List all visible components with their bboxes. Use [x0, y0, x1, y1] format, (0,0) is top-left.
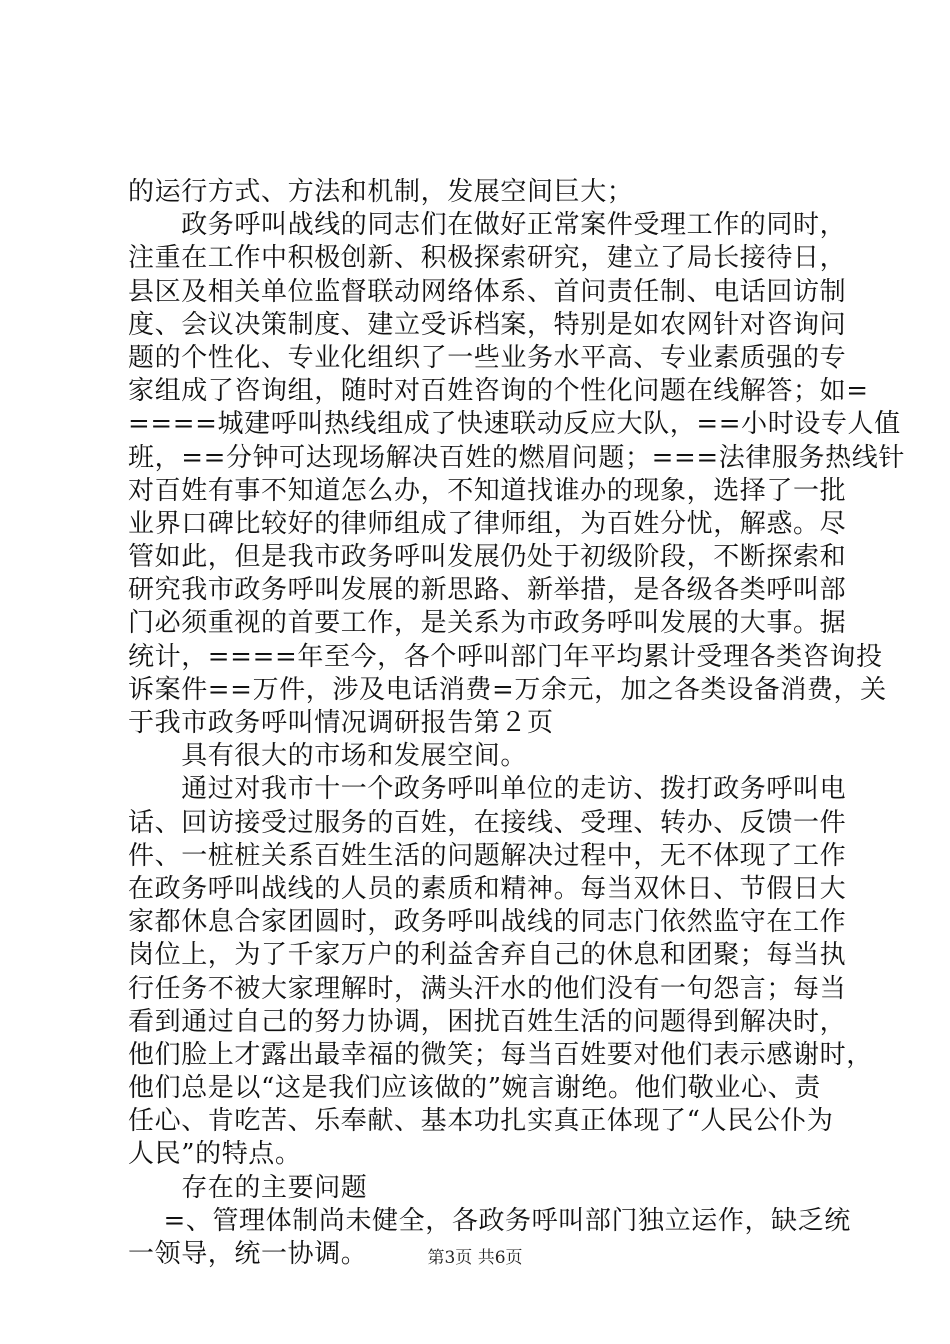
text-line: 班，==分钟可达现场解决百姓的燃眉问题；===法律服务热线针: [128, 442, 905, 473]
text-line: 看到通过自己的努力协调，困扰百姓生活的问题得到解决时，: [128, 1006, 847, 1037]
text-line: 注重在工作中积极创新、积极探索研究，建立了局长接待日，: [128, 243, 847, 274]
text-line: ====城建呼叫热线组成了快速联动反应大队，==小时设专人值: [128, 409, 901, 440]
text-line: 于我市政务呼叫情况调研报告第２页: [128, 708, 554, 738]
text-line: 具有很大的市场和发展空间。: [128, 741, 528, 772]
text-line: 对百姓有事不知道怎么办，不知道找谁办的现象，选择了一批: [128, 475, 847, 506]
text-line: 家组成了咨询组，随时对百姓咨询的个性化问题在线解答；如=: [128, 376, 869, 407]
text-line: 一领导，统一协调。: [128, 1239, 368, 1269]
text-line: 门必须重视的首要工作，是关系为市政务呼叫发展的大事。据: [128, 608, 847, 639]
text-line: 岗位上，为了千家万户的利益舍弃自己的休息和团聚；每当执: [128, 940, 847, 971]
page-number-footer: 第3页 共6页: [427, 1248, 523, 1268]
text-line: 统计，====年至今，各个呼叫部门年平均累计受理各类咨询投: [128, 641, 883, 672]
text-line: 政务呼叫战线的同志们在做好正常案件受理工作的同时，: [128, 210, 847, 241]
text-line: 件、一桩桩关系百姓生活的问题解决过程中，无不体现了工作: [128, 840, 847, 871]
text-line: 人民”的特点。: [128, 1139, 302, 1170]
text-line: 行任务不被大家理解时，满头汗水的他们没有一句怨言；每当: [128, 973, 847, 1004]
text-line: 话、回访接受过服务的百姓，在接线、受理、转办、反馈一件: [128, 807, 847, 838]
section-heading: 存在的主要问题: [128, 1172, 368, 1203]
text-line: 家都休息合家团圆时，政务呼叫战线的同志门依然监守在工作: [128, 907, 847, 938]
text-line: 题的个性化、专业化组织了一些业务水平高、专业素质强的专: [128, 342, 847, 373]
text-line: 诉案件==万件，涉及电话消费=万余元，加之各类设备消费，关: [128, 674, 887, 705]
text-line: 度、会议决策制度、建立受诉档案，特别是如农网针对咨询问: [128, 309, 847, 340]
text-line: 管如此，但是我市政务呼叫发展仍处于初级阶段，不断探索和: [128, 542, 847, 573]
text-line: 业界口碑比较好的律师组成了律师组，为百姓分忧，解惑。尽: [128, 508, 847, 539]
text-line: 在政务呼叫战线的人员的素质和精神。每当双休日、节假日大: [128, 873, 847, 904]
text-line: 研究我市政务呼叫发展的新思路、新举措，是各级各类呼叫部: [128, 575, 847, 606]
text-line: 任心、肯吃苦、乐奉献、基本功扎实真正体现了“人民公仆为: [128, 1106, 834, 1137]
text-line: 他们脸上才露出最幸福的微笑；每当百姓要对他们表示感谢时，: [128, 1039, 873, 1070]
text-line: 的运行方式、方法和机制，发展空间巨大；: [128, 177, 634, 207]
text-line: 他们总是以“这是我们应该做的”婉言谢绝。他们敬业心、责: [128, 1073, 821, 1104]
text-line: 通过对我市十一个政务呼叫单位的走访、拨打政务呼叫电: [128, 774, 847, 805]
text-line: =、管理体制尚未健全，各政务呼叫部门独立运作，缺乏统: [128, 1205, 851, 1236]
document-body: [128, 176, 905, 1271]
text-line: 县区及相关单位监督联动网络体系、首问责任制、电话回访制: [128, 276, 847, 307]
